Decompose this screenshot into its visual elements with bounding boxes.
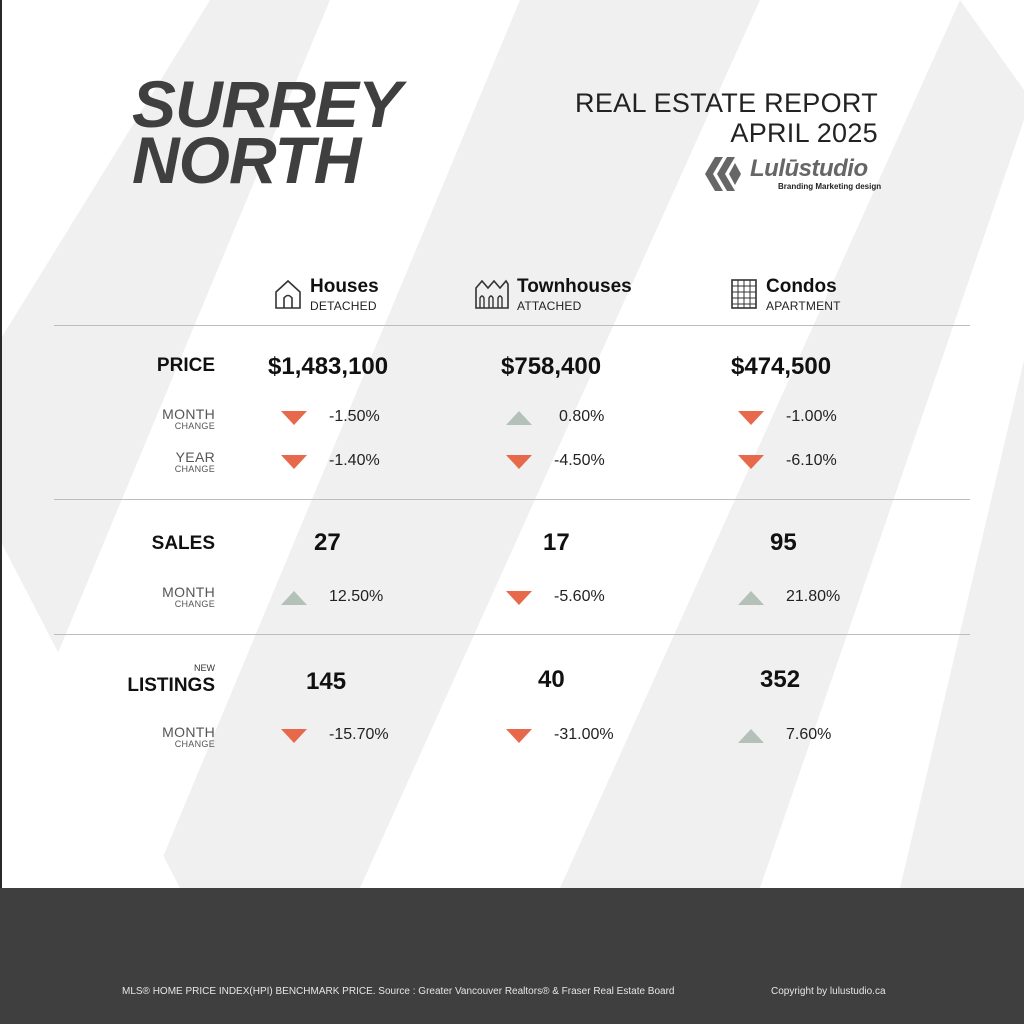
month-text: MONTH — [162, 406, 215, 422]
sales-condos: 95 — [770, 529, 797, 556]
column-subtitle: APARTMENT — [766, 299, 841, 313]
up-arrow-icon — [738, 729, 764, 743]
down-arrow-icon — [281, 455, 307, 469]
divider — [54, 499, 970, 500]
down-arrow-icon — [506, 455, 532, 469]
sales-townhouses: 17 — [543, 529, 570, 556]
price-townhouses: $758,400 — [501, 353, 602, 380]
change-value: -31.00% — [554, 726, 614, 743]
month-text: MONTH — [162, 584, 215, 600]
change-text: CHANGE — [174, 599, 215, 609]
change-value: -5.60% — [554, 588, 605, 605]
change-value: -1.50% — [329, 408, 380, 425]
listings-label: LISTINGS — [127, 675, 215, 696]
listings-condos: 352 — [760, 666, 801, 693]
sales-label: SALES — [151, 533, 215, 554]
column-name: Houses — [310, 276, 379, 297]
divider — [54, 325, 970, 326]
house-icon — [274, 278, 302, 310]
column-name: Townhouses — [517, 276, 632, 297]
title-line2: NORTH — [132, 123, 361, 197]
column-subtitle: ATTACHED — [517, 299, 582, 313]
listings-townhouses: 40 — [538, 666, 565, 693]
change-value: -4.50% — [554, 452, 605, 469]
brand-logo — [705, 157, 885, 193]
footer-copyright: Copyright by lulustudio.ca — [771, 986, 886, 997]
divider — [54, 634, 970, 635]
logo-name: Lulūstudio — [750, 155, 868, 182]
change-value: 12.50% — [329, 588, 384, 605]
change-value: 7.60% — [786, 726, 832, 743]
change-text: CHANGE — [174, 739, 215, 749]
up-arrow-icon — [738, 591, 764, 605]
report-date: APRIL 2025 — [730, 118, 878, 148]
report-heading — [575, 88, 878, 148]
report-line1: REAL ESTATE REPORT — [575, 88, 878, 118]
page-title — [132, 67, 402, 197]
price-condos: $474,500 — [731, 353, 832, 380]
change-text: CHANGE — [174, 464, 215, 474]
title-line1: SURREY — [132, 67, 402, 141]
month-change-label — [95, 585, 215, 609]
up-arrow-icon — [506, 411, 532, 425]
down-arrow-icon — [506, 729, 532, 743]
down-arrow-icon — [281, 729, 307, 743]
lulustudio-logo-icon — [705, 157, 741, 191]
column-subtitle: DETACHED — [310, 299, 377, 313]
change-value: 21.80% — [786, 588, 841, 605]
new-label: NEW — [194, 663, 215, 673]
change-value: -1.00% — [786, 408, 837, 425]
change-value: 0.80% — [559, 408, 605, 425]
down-arrow-icon — [738, 411, 764, 425]
up-arrow-icon — [281, 591, 307, 605]
price-houses: $1,483,100 — [268, 353, 389, 380]
condo-building-icon — [730, 278, 758, 310]
year-change-label — [95, 450, 215, 474]
month-change-label — [95, 407, 215, 431]
year-text: YEAR — [175, 449, 215, 465]
down-arrow-icon — [281, 411, 307, 425]
down-arrow-icon — [738, 455, 764, 469]
sales-houses: 27 — [314, 529, 341, 556]
change-value: -1.40% — [329, 452, 380, 469]
listings-houses: 145 — [306, 668, 347, 695]
change-value: -6.10% — [786, 452, 837, 469]
price-label: PRICE — [156, 355, 215, 376]
logo-tagline: Branding Marketing design — [778, 182, 882, 191]
footer-bar — [0, 888, 1024, 1024]
down-arrow-icon — [506, 591, 532, 605]
change-value: -15.70% — [329, 726, 389, 743]
month-change-label — [95, 725, 215, 749]
change-text: CHANGE — [174, 421, 215, 431]
month-text: MONTH — [162, 724, 215, 740]
townhouse-icon — [474, 278, 510, 310]
footer-source: MLS® HOME PRICE INDEX(HPI) BENCHMARK PRICE. Source : Greater Vancouver Realtors® & Fraser Real Estate Board — [122, 986, 675, 997]
column-name: Condos — [766, 276, 837, 297]
